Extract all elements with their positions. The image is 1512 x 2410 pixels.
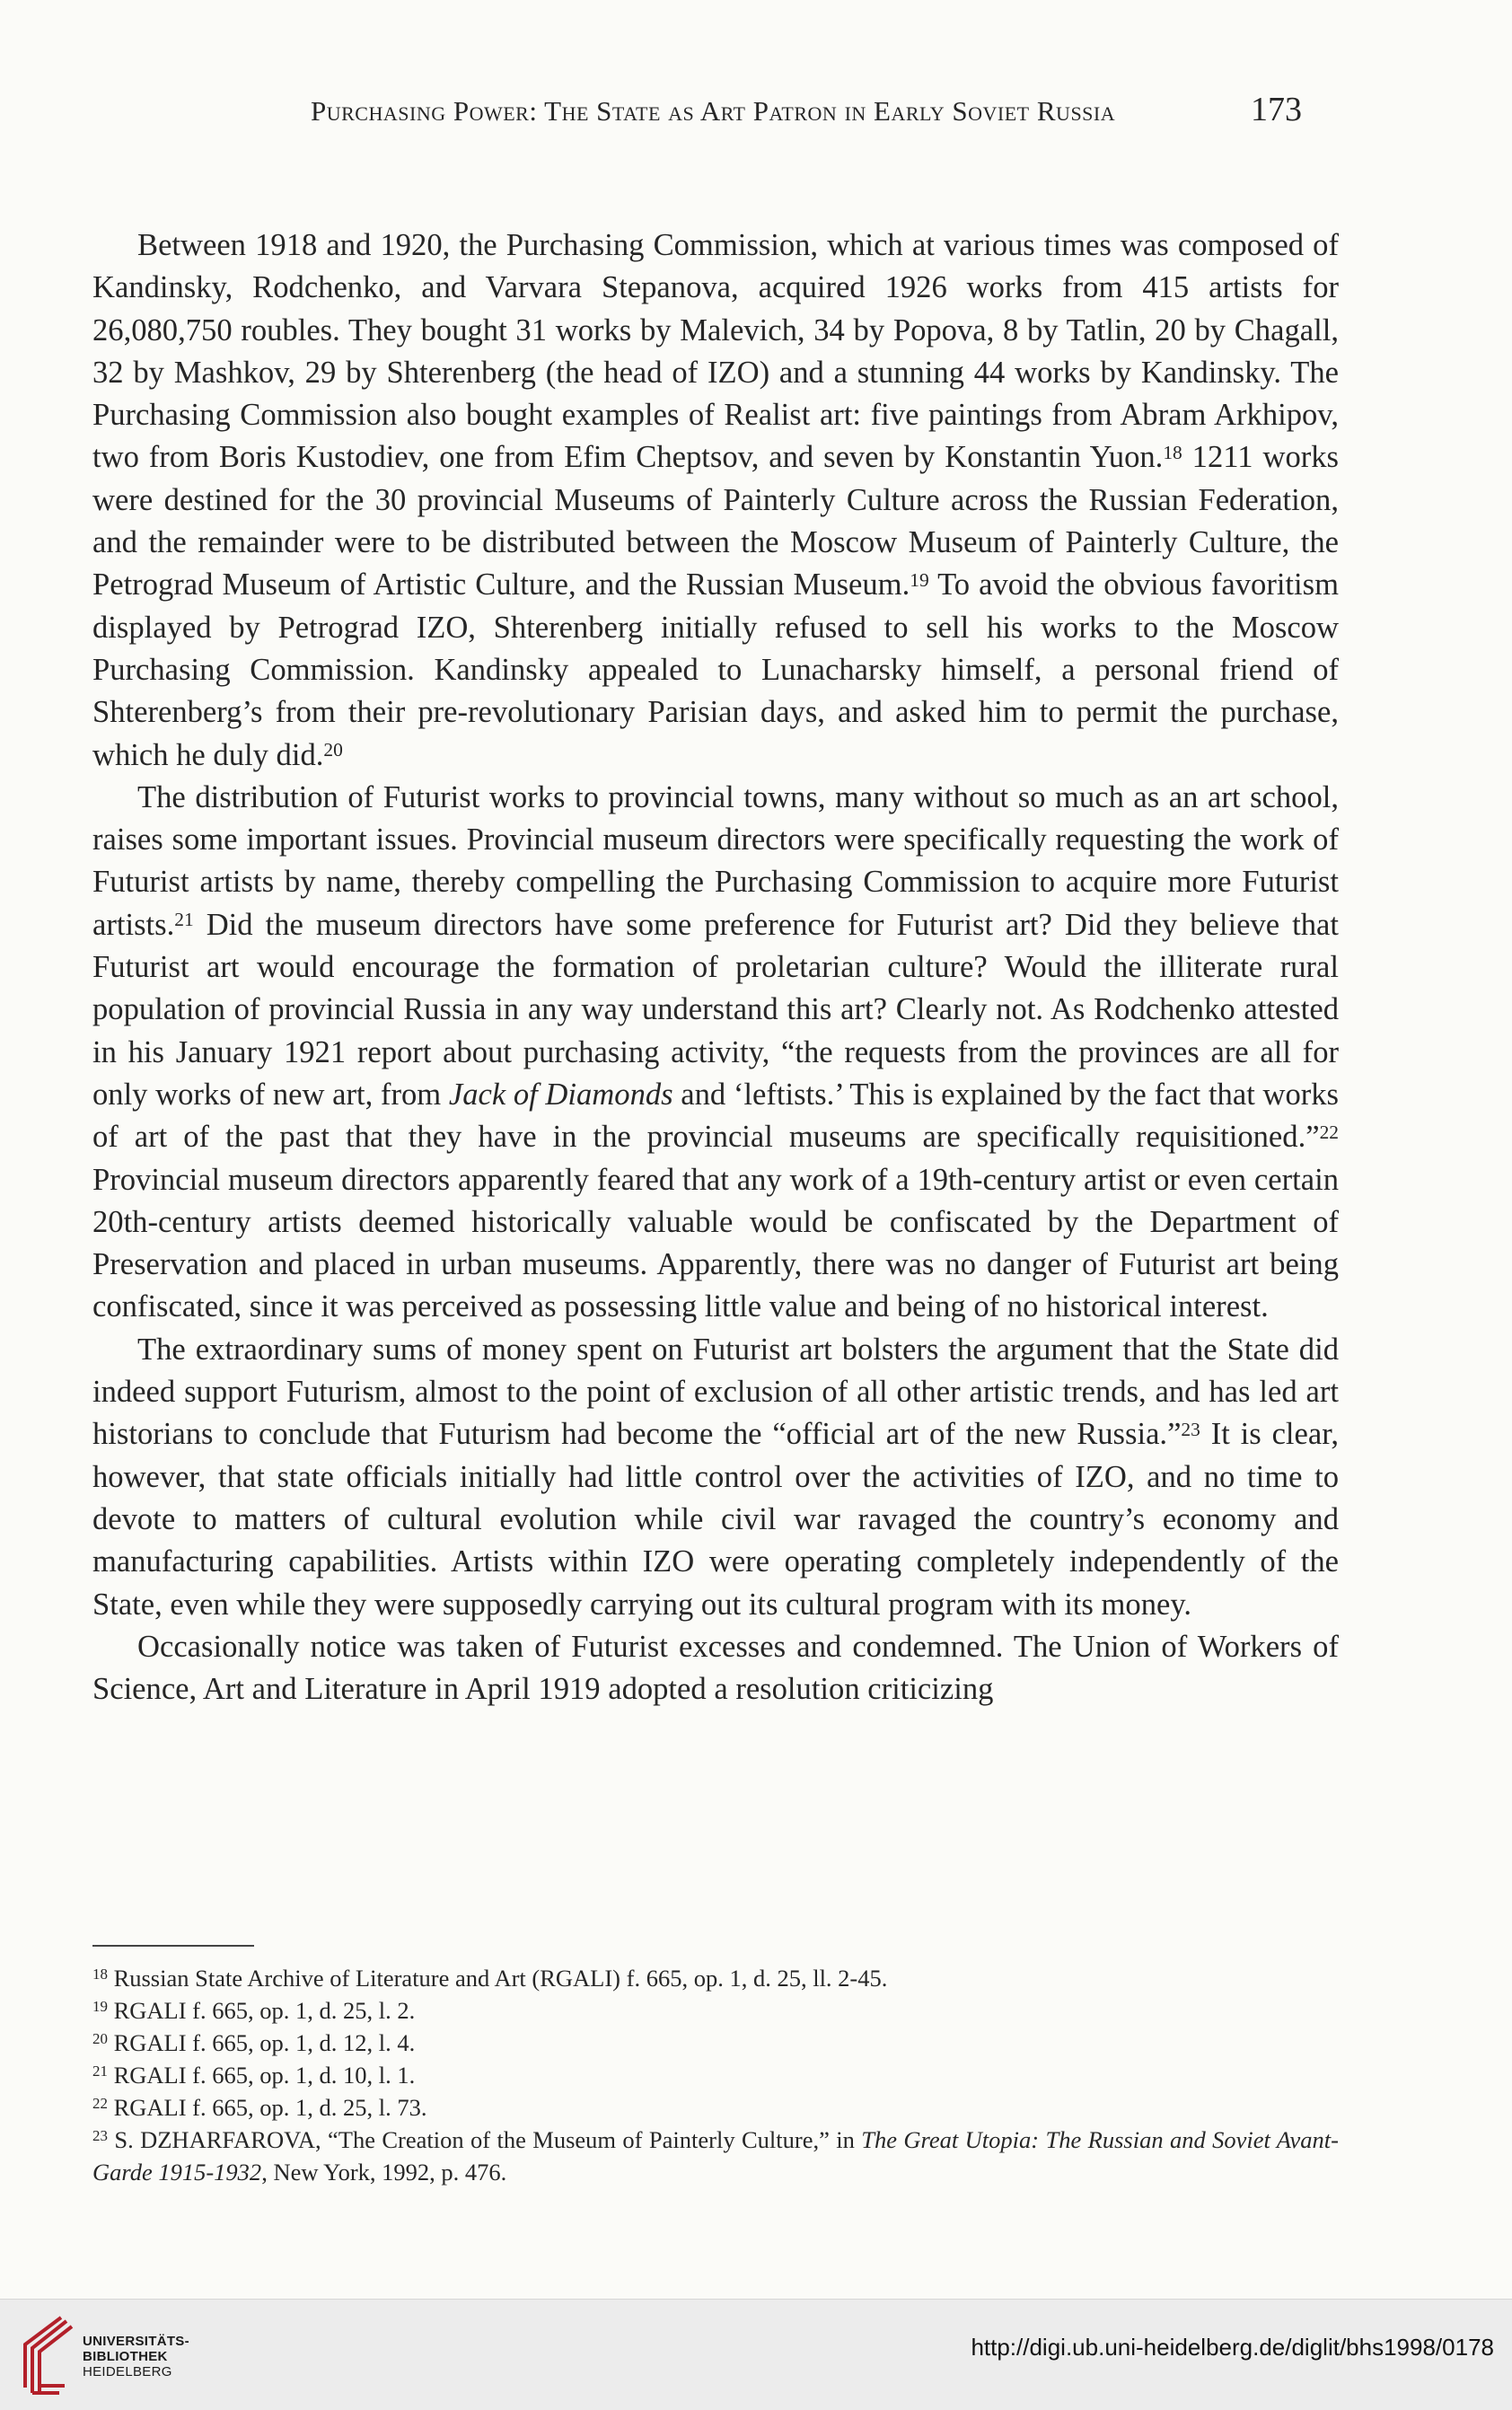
paragraph <box>92 1329 1339 1626</box>
footnote-number: 21 <box>92 2062 108 2080</box>
library-logo-text <box>83 2334 189 2379</box>
text-run: Provincial museum directors apparently feared that any work of a 19th-century artist or even certain 20th-century artists deemed historically valuable would be confiscated by the Department of Preservation and placed in urban museums. Apparently, there was no danger of Futurist art being confiscated, since it was perceived as possessing little value and being of no historical interest. <box>92 1162 1339 1324</box>
italic-title: Jack of Diamonds <box>448 1077 673 1112</box>
footnote-number: 18 <box>92 1965 108 1983</box>
library-logo-icon <box>13 2314 75 2400</box>
logo-line: BIBLIOTHEK <box>83 2349 168 2364</box>
footnote <box>92 1994 1339 2027</box>
text-run: The extraordinary sums of money spent on Futurist art bolsters the argument that the State did indeed support Futurism, almost to the point of exclusion of all other artistic trends, and has led art historians to conclude that Futurism had become the “official art of the new Russia.” <box>92 1332 1339 1452</box>
footnote-separator <box>92 1945 254 1947</box>
text-run: , New York, 1992, p. 476. <box>261 2159 507 2186</box>
footnote-number: 22 <box>92 2094 108 2112</box>
footnote <box>92 2124 1339 2188</box>
text-run: Russian State Archive of Literature and Art (RGALI) f. 665, op. 1, d. 25, ll. 2-45. <box>107 1965 888 1992</box>
text-run: The distribution of Futurist works to provincial towns, many without so much as an art school, raises some important issues. Provincial museum directors were specifically requesting the work of Futurist artists by name, thereby compelling the Purchasing Commission to acquire more Futurist artists. <box>92 779 1339 942</box>
text-run: S. DZHARFAROVA, “The Creation of the Museum of Painterly Culture,” in <box>107 2126 862 2153</box>
text-run: RGALI f. 665, op. 1, d. 25, l. 73. <box>107 2094 427 2121</box>
text-run: Occasionally notice was taken of Futurist excesses and condemned. The Union of Workers of Science, Art and Literature in April 1919 adopted a resolution criticizing <box>92 1629 1339 1707</box>
text-run: 1211 works were destined for the 30 provincial Museums of Painterly Culture across the Russian Federation, and the remainder were to be distributed between the Moscow Museum of Painterly Culture, the Petrograd Museum of Artistic Culture, and the Russian Museum. <box>92 440 1339 602</box>
footnote-reference[interactable]: 20 <box>323 738 343 761</box>
footnote <box>92 1962 1339 1994</box>
footnote <box>92 2059 1339 2091</box>
text-run: It is clear, however, that state officials initially had little control over the activities of IZO, and no time to devote to matters of cultural evolution while civil war ravaged the country’s economy and manufacturing capabilities. Artists within IZO were operating completely independently of the State, even while they were supposedly carrying out its cultural program with its money. <box>92 1417 1339 1622</box>
text-run: Between 1918 and 1920, the Purchasing Commission, which at various times was composed of Kandinsky, Rodchenko, and Varvara Stepanova, acquired 1926 works from 415 artists for 26,080,750 roubles. They bought 31 works by Malevich, 34 by Popova, 8 by Tatlin, 20 by Chagall, 32 by Mashkov, 29 by Shterenberg (the head of IZO) and a stunning 44 works by Kandinsky. The Purchasing Commission also bought examples of Realist art: five paintings from Abram Arkhipov, two from Boris Kustodiev, one from Efim Cheptsov, and seven by Konstantin Yuon. <box>92 228 1339 475</box>
footnote-number: 20 <box>92 2029 108 2047</box>
paragraph <box>92 224 1339 777</box>
footnotes <box>92 1962 1339 2188</box>
footnote-number: 23 <box>92 2126 108 2144</box>
footnote-reference[interactable]: 21 <box>174 909 194 931</box>
footnote-reference[interactable]: 18 <box>1163 441 1182 463</box>
footnote-reference[interactable]: 23 <box>1181 1418 1200 1440</box>
footnote-reference[interactable]: 19 <box>910 568 929 591</box>
page-number: 173 <box>1251 91 1302 128</box>
italic-title: The Great Utopia: The Russian and Soviet Avant-Garde 1915-1932 <box>92 2126 1339 2186</box>
running-head: Purchasing Power: The State as Art Patron in Early Soviet Russia <box>311 95 1116 127</box>
text-run: Did the museum directors have some preference for Futurist art? Did they believe that Futurist art would encourage the formation of proletarian culture? Would the illiterate rural population of provincial Russia in any way understand this art? Clearly not. As Rodchenko attested in his January 1921 report about purchasing activity, “the requests from the provinces are all for only works of new art, from <box>92 907 1339 1112</box>
permalink-url[interactable]: http://digi.ub.uni-heidelberg.de/diglit/bhs1998/0178 <box>971 2334 1494 2361</box>
logo-line: HEIDELBERG <box>83 2364 172 2379</box>
text-run: RGALI f. 665, op. 1, d. 25, l. 2. <box>107 1997 416 2024</box>
footnote-number: 19 <box>92 1997 108 2015</box>
text-run: RGALI f. 665, op. 1, d. 12, l. 4. <box>107 2029 416 2056</box>
text-run: and ‘leftists.’ This is explained by the fact that works of art of the past that they have in the provincial museums are specifically requisitioned.” <box>92 1077 1340 1155</box>
footnote <box>92 2027 1339 2059</box>
logo-line: UNIVERSITÄTS- <box>83 2334 189 2349</box>
text-run: RGALI f. 665, op. 1, d. 10, l. 1. <box>107 2062 416 2089</box>
body-text <box>92 224 1339 1711</box>
text-run: To avoid the obvious favoritism displayed by Petrograd IZO, Shterenberg initially refused to sell his works to the Moscow Purchasing Commission. Kandinsky appealed to Lunacharsky himself, a personal friend of Shterenberg’s from their pre-revolutionary Parisian days, and asked him to permit the purchase, which he duly did. <box>92 567 1340 772</box>
paragraph <box>92 1626 1339 1711</box>
footnote <box>92 2091 1339 2124</box>
paragraph <box>92 777 1339 1329</box>
digitization-footer <box>0 2299 1512 2410</box>
footnote-reference[interactable]: 22 <box>1319 1121 1339 1143</box>
